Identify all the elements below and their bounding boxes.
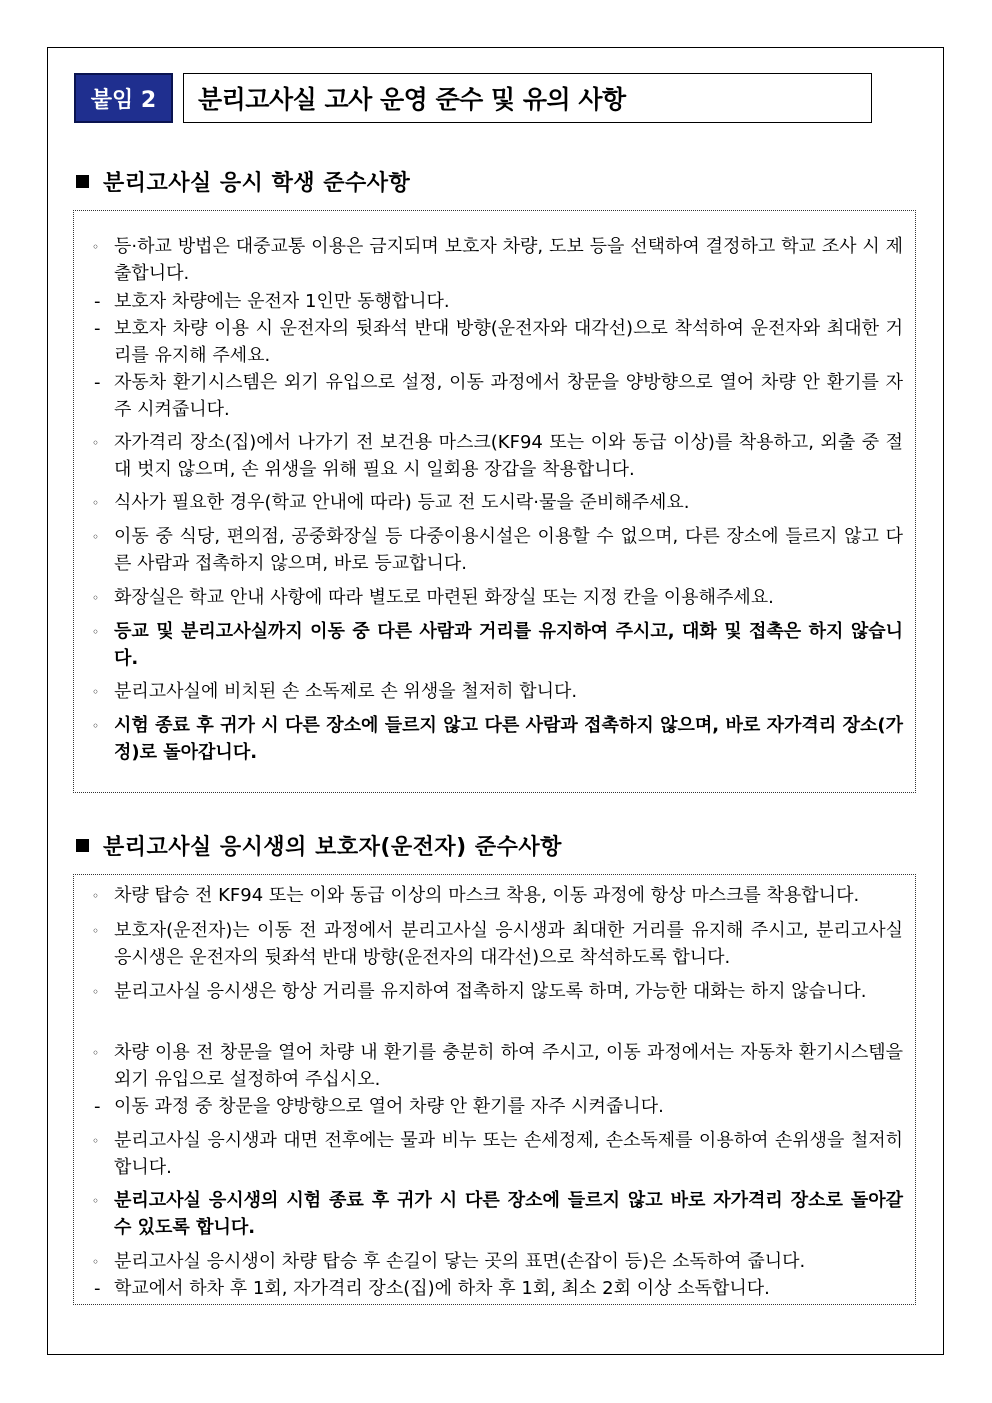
square-bullet-icon	[76, 839, 89, 852]
list-item: - 학교에서 하차 후 1회, 자가격리 장소(집)에 하차 후 1회, 최소 2회 이상 소독합니다.	[90, 1275, 903, 1302]
list-item: ◦ 화장실은 학교 안내 사항에 따라 별도로 마련된 화장실 또는 지정 칸을 이용해주세요.	[90, 584, 903, 611]
list-item: ◦ 차량 탑승 전 KF94 또는 이와 동급 이상의 마스크 착용, 이동 과정에 항상 마스크를 착용합니다.	[90, 882, 903, 909]
list-item: ◦ 보호자(운전자)는 이동 전 과정에서 분리고사실 응시생과 최대한 거리를 유지해 주시고, 분리고사실 응시생은 운전자의 뒷좌석 반대 방향(운전자의 대각선)으로 착석하도록 합니다.	[92, 920, 903, 968]
attachment-tag: 붙임 2	[74, 73, 173, 123]
dash-bullet: -	[94, 1278, 101, 1299]
list-item: ◦ 차량 이용 전 창문을 열어 차량 내 환기를 충분히 하여 주시고, 이동 과정에서는 자동차 환기시스템을 외기 유입으로 설정하여 주십시오.	[92, 1042, 903, 1090]
circle-bullet-icon: ◦	[92, 625, 100, 639]
dash-bullet: -	[94, 372, 101, 393]
circle-bullet-icon: ◦	[92, 591, 100, 605]
dash-bullet: -	[94, 1096, 101, 1117]
section1-title-text: 분리고사실 응시 학생 준수사항	[103, 171, 411, 196]
section2-box	[73, 874, 916, 1305]
section1-title	[76, 166, 410, 197]
header	[74, 73, 872, 123]
circle-bullet-icon: ◦	[92, 1255, 100, 1269]
circle-bullet-icon: ◦	[92, 1046, 100, 1060]
list-item: ◦ 분리고사실 응시생과 대면 전후에는 물과 비누 또는 손세정제, 손소독제를 이용하여 손위생을 철저히 합니다.	[92, 1130, 903, 1178]
circle-bullet-icon: ◦	[92, 240, 100, 254]
list-item: - 이동 과정 중 창문을 양방향으로 열어 차량 안 환기를 자주 시켜줍니다.	[90, 1093, 903, 1120]
square-bullet-icon	[76, 175, 89, 188]
list-item: ◦ 분리고사실 응시생이 차량 탑승 후 손길이 닿는 곳의 표면(손잡이 등)은 소독하여 줍니다.	[90, 1248, 903, 1275]
list-item: ◦ 등·하교 방법은 대중교통 이용은 금지되며 보호자 차량, 도보 등을 선택하여 결정하고 학교 조사 시 제출합니다.	[92, 236, 904, 284]
circle-bullet-icon: ◦	[92, 1194, 100, 1208]
section2-title	[76, 830, 562, 861]
section1-box	[73, 210, 916, 793]
dash-bullet: -	[94, 291, 101, 312]
list-item: ◦ 등교 및 분리고사실까지 이동 중 다른 사람과 거리를 유지하여 주시고, 대화 및 접촉은 하지 않습니다.	[92, 621, 903, 669]
list-item: ◦ 분리고사실 응시생은 항상 거리를 유지하여 접촉하지 않도록 하며, 가능한 대화는 하지 않습니다.	[90, 978, 903, 1005]
circle-bullet-icon: ◦	[92, 924, 100, 938]
circle-bullet-icon: ◦	[92, 1134, 100, 1148]
dash-bullet: -	[94, 318, 101, 339]
list-item: ◦ 자가격리 장소(집)에서 나가기 전 보건용 마스크(KF94 또는 이와 동급 이상)를 착용하고, 외출 중 절대 벗지 않으며, 손 위생을 위해 필요 시 일회용 장갑을 착용합니다.	[92, 432, 903, 480]
circle-bullet-icon: ◦	[92, 496, 100, 510]
list-item: - 자동차 환기시스템은 외기 유입으로 설정, 이동 과정에서 창문을 양방향으로 열어 차량 안 환기를 자주 시켜줍니다.	[90, 369, 903, 423]
document-title: 분리고사실 고사 운영 준수 및 유의 사항	[183, 73, 872, 123]
list-item: ◦ 식사가 필요한 경우(학교 안내에 따라) 등교 전 도시락·물을 준비해주세요.	[90, 489, 903, 516]
circle-bullet-icon: ◦	[92, 685, 100, 699]
list-item: ◦ 이동 중 식당, 편의점, 공중화장실 등 다중이용시설은 이용할 수 없으며, 다른 장소에 들르지 않고 다른 사람과 접촉하지 않으며, 바로 등교합니다.	[92, 526, 903, 574]
list-item: - 보호자 차량 이용 시 운전자의 뒷좌석 반대 방향(운전자와 대각선)으로 착석하여 운전자와 최대한 거리를 유지해 주세요.	[90, 315, 903, 369]
circle-bullet-icon: ◦	[92, 719, 100, 733]
list-item: ◦ 시험 종료 후 귀가 시 다른 장소에 들르지 않고 다른 사람과 접촉하지 않으며, 바로 자가격리 장소(가정)로 돌아갑니다.	[92, 715, 903, 763]
list-item: - 보호자 차량에는 운전자 1인만 동행합니다.	[90, 288, 903, 315]
circle-bullet-icon: ◦	[92, 436, 100, 450]
list-item: ◦ 분리고사실에 비치된 손 소독제로 손 위생을 철저히 합니다.	[90, 678, 903, 705]
circle-bullet-icon: ◦	[92, 889, 100, 903]
list-item: ◦ 분리고사실 응시생의 시험 종료 후 귀가 시 다른 장소에 들르지 않고 바로 자가격리 장소로 돌아갈 수 있도록 합니다.	[92, 1190, 903, 1238]
circle-bullet-icon: ◦	[92, 985, 100, 999]
circle-bullet-icon: ◦	[92, 530, 100, 544]
section2-title-text: 분리고사실 응시생의 보호자(운전자) 준수사항	[103, 835, 562, 860]
